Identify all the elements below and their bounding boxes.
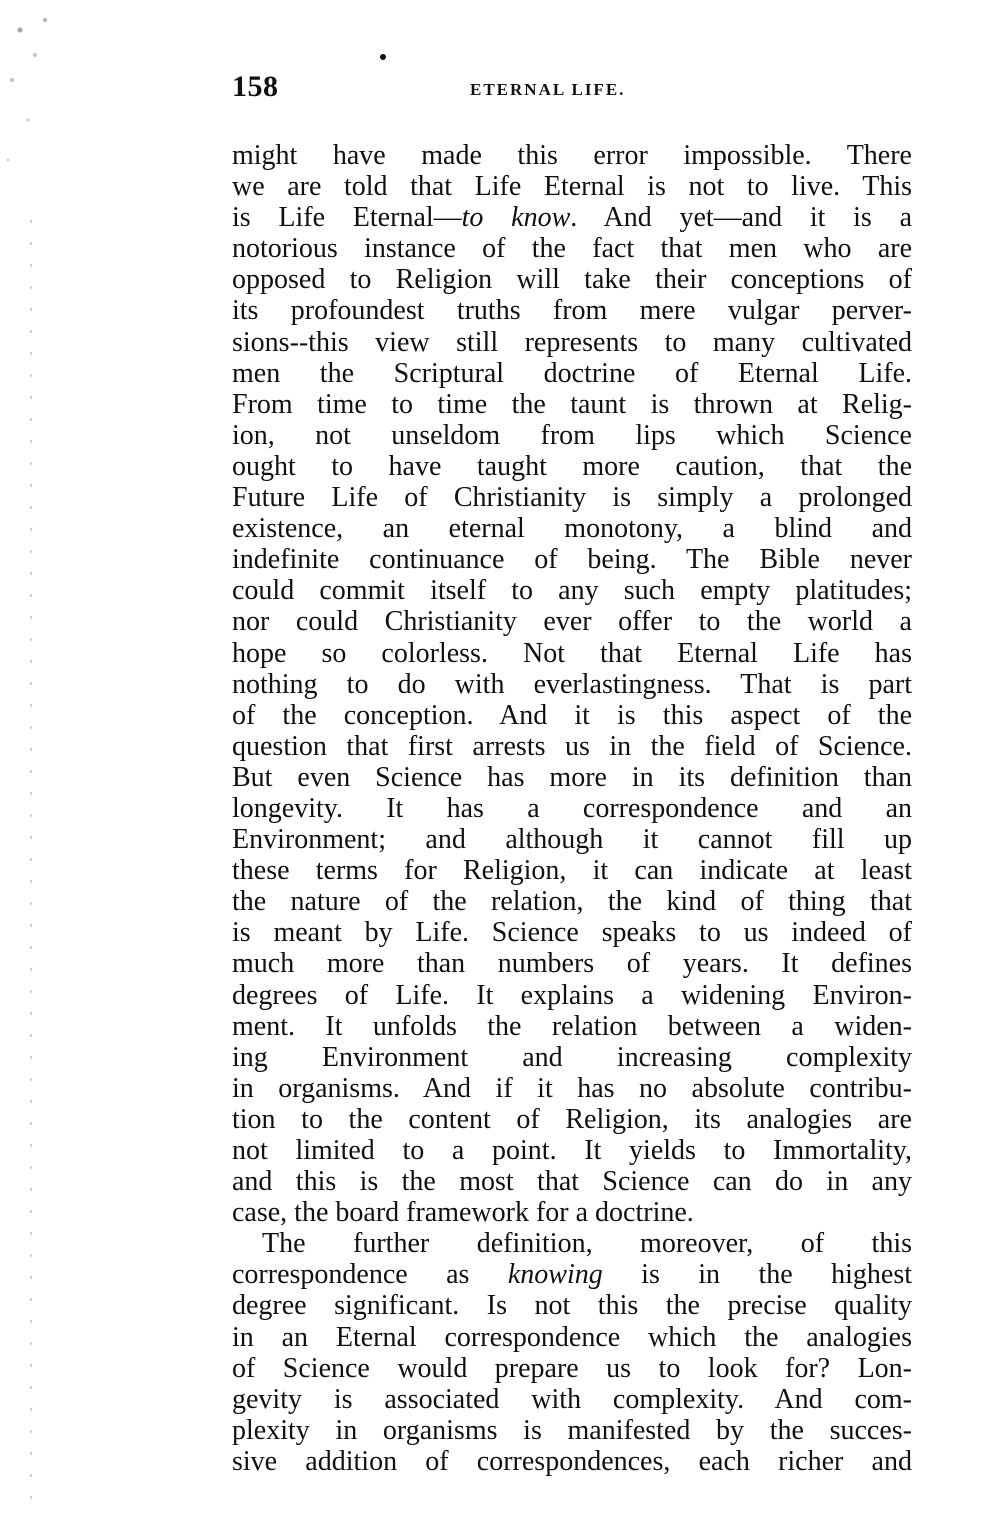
text-line: The further definition, moreover, of this bbox=[262, 1228, 912, 1260]
text-line: is meant by Life. Science speaks to us indeed of bbox=[232, 917, 912, 949]
text-line: plexity in organisms is manifested by the succes- bbox=[232, 1414, 912, 1446]
emphasis: knowing bbox=[507, 1259, 603, 1291]
text-line: degree significant. Is not this the precise quality bbox=[232, 1290, 912, 1322]
text-line: ment. It unfolds the relation between a widen- bbox=[232, 1010, 912, 1042]
text-line: could commit itself to any such empty platitudes; bbox=[232, 575, 912, 607]
text-line: men the Scriptural doctrine of Eternal Life. bbox=[232, 357, 912, 389]
text-line: much more than numbers of years. It defines bbox=[232, 948, 912, 980]
text-line: gevity is associated with complexity. And com- bbox=[232, 1383, 912, 1415]
text-line: of Science would prepare us to look for? Lon- bbox=[232, 1352, 912, 1384]
text-line: case, the board framework for a doctrine. bbox=[232, 1197, 694, 1229]
text-line: Future Life of Christianity is simply a prolonged bbox=[232, 482, 912, 514]
body-text bbox=[232, 140, 912, 1477]
text-line: and this is the most that Science can do in any bbox=[232, 1166, 912, 1198]
text-line: correspondence as knowing is in the highest bbox=[232, 1259, 912, 1291]
text-line: is Life Eternal—to know. And yet—and it is a bbox=[232, 202, 912, 234]
text-line: tion to the content of Religion, its analogies are bbox=[232, 1103, 912, 1135]
text-line: notorious instance of the fact that men who are bbox=[232, 233, 912, 265]
text-line: the nature of the relation, the kind of thing that bbox=[232, 886, 912, 918]
text-line: longevity. It has a correspondence and an bbox=[232, 792, 912, 824]
text-line: hope so colorless. Not that Eternal Life has bbox=[232, 637, 912, 669]
scan-speckle bbox=[0, 0, 70, 200]
ink-dot bbox=[380, 54, 386, 60]
paragraph bbox=[232, 140, 912, 1228]
text-line: opposed to Religion will take their conceptions of bbox=[232, 264, 912, 296]
text-line: nothing to do with everlastingness. That is part bbox=[232, 668, 912, 700]
scan-edge-mark bbox=[30, 220, 32, 1500]
text-line: indefinite continuance of being. The Bible never bbox=[232, 544, 912, 576]
text-line: sions--this view still represents to many cultivated bbox=[232, 326, 912, 358]
text-line: might have made this error impossible. There bbox=[232, 140, 912, 171]
text-line: ion, not unseldom from lips which Science bbox=[232, 419, 912, 451]
text-line: in organisms. And if it has no absolute contribu- bbox=[232, 1072, 912, 1104]
text-line: its profoundest truths from mere vulgar perver- bbox=[232, 295, 912, 327]
page-header bbox=[232, 70, 912, 106]
text-line: degrees of Life. It explains a widening Environ- bbox=[232, 979, 912, 1011]
text-line: sive addition of correspondences, each richer and bbox=[232, 1445, 912, 1477]
text-line: ing Environment and increasing complexity bbox=[232, 1041, 912, 1073]
text-line: of the conception. And it is this aspect of the bbox=[232, 699, 912, 731]
text-line: question that first arrests us in the field of Science. bbox=[232, 730, 912, 762]
emphasis: to know bbox=[461, 202, 571, 234]
running-head: ETERNAL LIFE. bbox=[470, 80, 626, 99]
text-line: existence, an eternal monotony, a blind and bbox=[232, 513, 912, 545]
text-line: these terms for Religion, it can indicate at least bbox=[232, 855, 912, 887]
text-line: Environment; and although it cannot fill up bbox=[232, 824, 912, 856]
text-line: ought to have taught more caution, that the bbox=[232, 450, 912, 482]
text-line: nor could Christianity ever offer to the world a bbox=[232, 606, 912, 638]
text-line: we are told that Life Eternal is not to live. This bbox=[232, 171, 912, 203]
text-line: But even Science has more in its definition than bbox=[232, 761, 912, 793]
text-line: From time to time the taunt is thrown at Relig- bbox=[232, 388, 912, 420]
page-number: 158 bbox=[232, 70, 279, 103]
paragraph bbox=[232, 1228, 912, 1477]
text-line: in an Eternal correspondence which the analogies bbox=[232, 1321, 912, 1353]
text-line: not limited to a point. It yields to Immortality, bbox=[232, 1135, 912, 1166]
